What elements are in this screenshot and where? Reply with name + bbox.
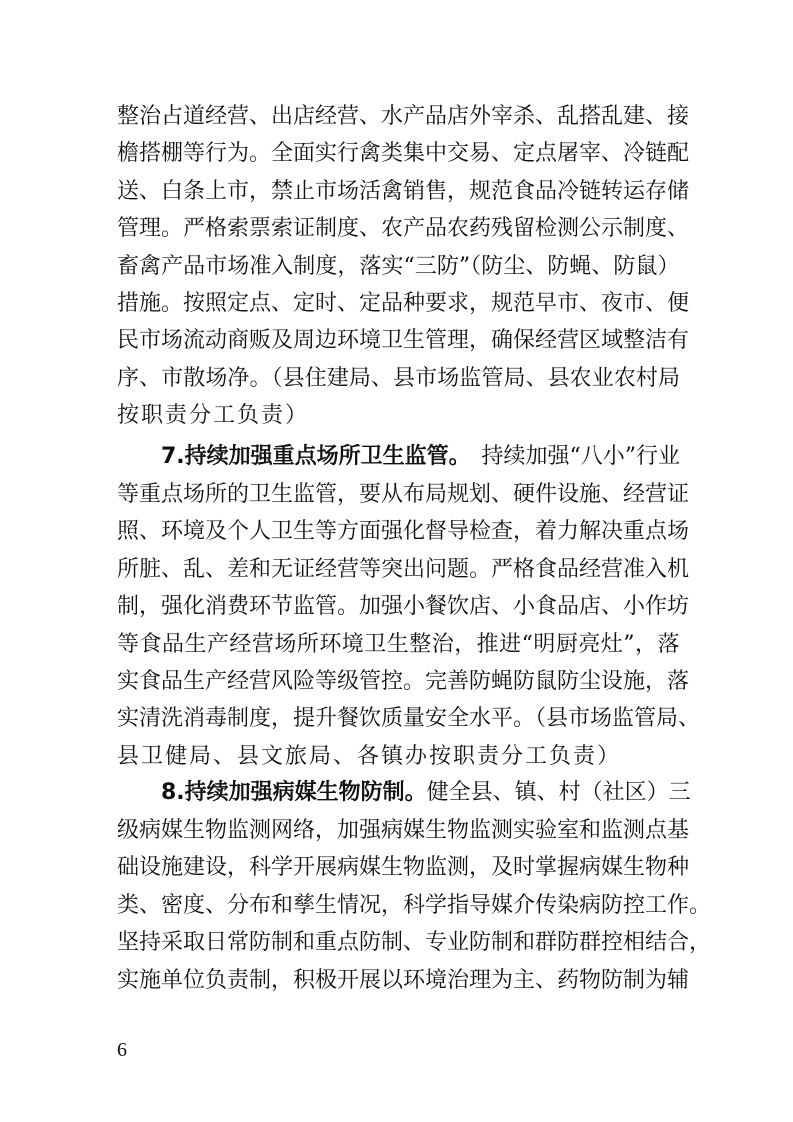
page-number: 6 xyxy=(117,1039,127,1061)
text-line: 管理。严格索票索证制度、农产品农药残留检测公示制度、 xyxy=(117,216,690,242)
text-line: 照、环境及个人卫生等方面强化督导检查，着力解决重点场 xyxy=(117,519,690,545)
text-line: 等重点场所的卫生监管，要从布局规划、硬件设施、经营证 xyxy=(117,482,690,507)
section-7-first-line xyxy=(161,437,680,477)
section-8-first-line xyxy=(161,773,691,813)
text-line: 实清洗消毒制度，提升餐饮质量安全水平。（县市场监管局、 xyxy=(117,706,701,732)
text-line: 措施。按照定点、定时、定品种要求，规范早市、夜市、便 xyxy=(117,291,690,316)
text-line: 等食品生产经营场所环境卫生整治，推进“明厨亮灶”，落 xyxy=(117,631,680,657)
section-7-heading: 7.持续加强重点场所卫生监管。 xyxy=(161,444,471,469)
text-line: 檐搭棚等行为。全面实行禽类集中交易、定点屠宰、冷链配 xyxy=(117,141,690,167)
section-7-first-line-text: 持续加强“八小”行业 xyxy=(481,444,680,469)
text-line: 所脏、乱、差和无证经营等突出问题。严格食品经营准入机 xyxy=(117,556,690,582)
section-8-heading: 8.持续加强病媒生物防制。 xyxy=(161,780,427,805)
text-line: 县卫健局、县文旅局、各镇办按职责分工负责） xyxy=(117,743,622,769)
text-line: 实施单位负责制，积极开展以环境治理为主、药物防制为辅 xyxy=(117,967,690,993)
text-line: 序、市散场净。（县住建局、县市场监管局、县农业农村局 xyxy=(117,365,681,391)
text-line: 民市场流动商贩及周边环境卫生管理，确保经营区域整洁有 xyxy=(117,328,690,354)
text-line: 坚持采取日常防制和重点防制、专业防制和群防群控相结合， xyxy=(117,930,712,956)
text-line: 畜禽产品市场准入制度，落实“三防”（防尘、防蝇、防鼠） xyxy=(117,253,680,279)
text-line: 送、白条上市，禁止市场活禽销售，规范食品冷链转运存储 xyxy=(117,178,690,204)
text-line: 按职责分工负责） xyxy=(117,403,310,429)
text-line: 整治占道经营、出店经营、水产品店外宰杀、乱搭乱建、接 xyxy=(117,104,690,129)
text-line: 制，强化消费环节监管。加强小餐饮店、小食品店、小作坊 xyxy=(117,594,690,620)
text-line: 级病媒生物监测网络，加强病媒生物监测实验室和监测点基 xyxy=(117,818,690,843)
section-8-first-line-text: 健全县、镇、村（社区）三 xyxy=(426,780,691,805)
text-line: 础设施建设，科学开展病媒生物监测，及时掌握病媒生物种 xyxy=(117,855,690,881)
text-line: 实食品生产经营风险等级管控。完善防蝇防鼠防尘设施，落 xyxy=(117,669,690,694)
text-line: 类、密度、分布和孳生情况，科学指导媒介传染病防控工作。 xyxy=(117,892,712,918)
